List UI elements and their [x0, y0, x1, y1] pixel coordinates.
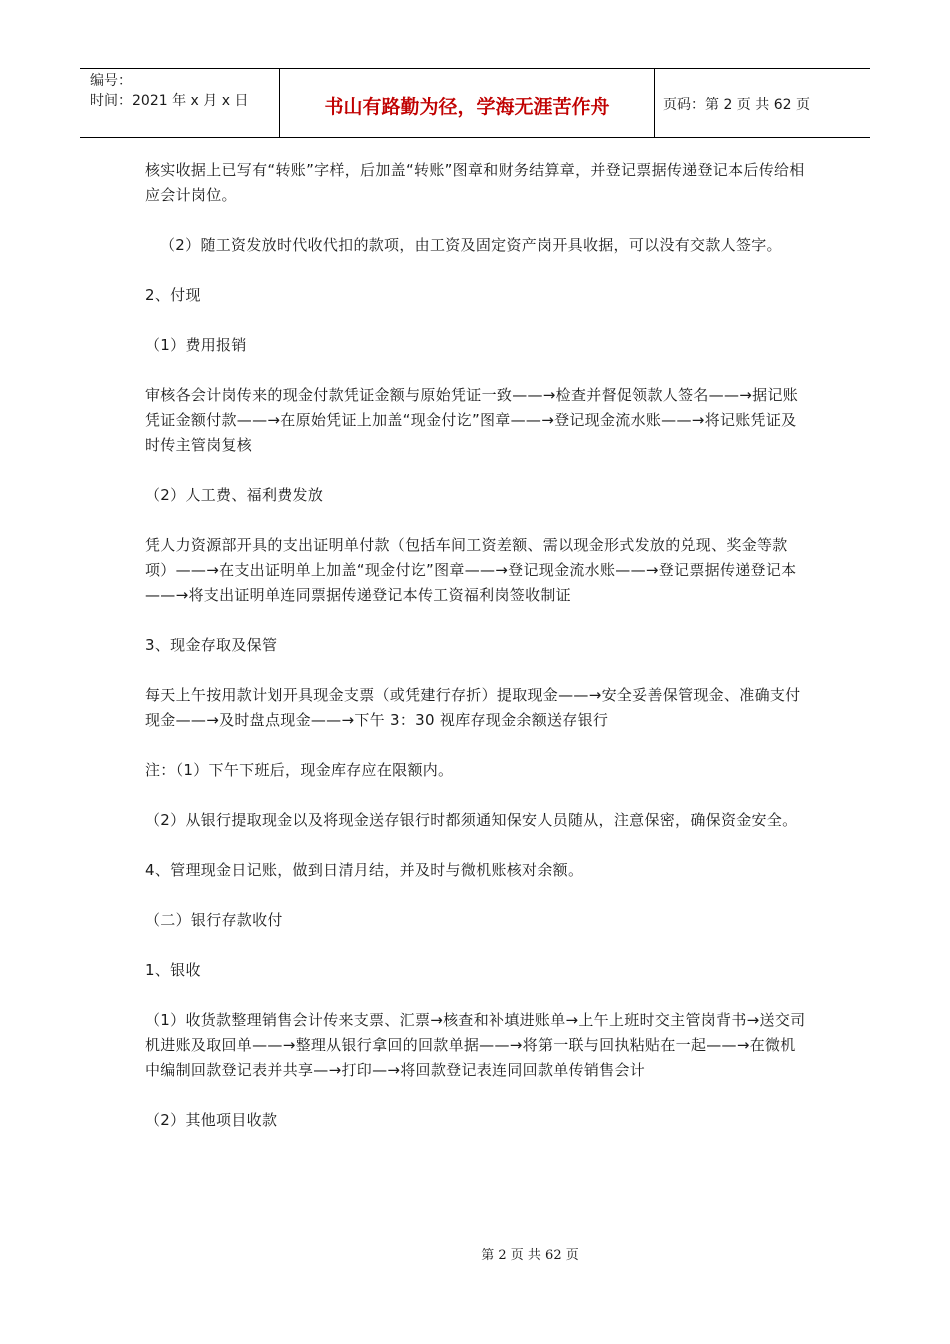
- section-heading: 1、银收: [145, 961, 201, 979]
- paragraph: （2）随工资发放时代收代扣的款项，由工资及固定资产岗开具收据，可以没有交款人签字。: [160, 236, 782, 254]
- subsection-heading: （2）人工费、福利费发放: [145, 486, 324, 504]
- paragraph: 审核各会计岗传来的现金付款凭证金额与原始凭证一致——→检查并督促领款人签名——→据记账凭证金额付款——→在原始凭证上加盖“现金付讫”图章——→登记现金流水账——→将记账凭证及时传主管岗复核: [145, 386, 799, 454]
- page-footer: 第 2 页 共 62 页: [481, 1248, 579, 1263]
- document-body: [145, 158, 810, 1158]
- header-meta: [80, 69, 280, 137]
- subsection-heading: （1）费用报销: [145, 336, 247, 354]
- paragraph: 凭人力资源部开具的支出证明单付款（包括车间工资差额、需以现金形式发放的兑现、奖金等款项）——→在支出证明单上加盖“现金付讫”图章——→登记现金流水账——→登记票据传递登记本——→将支出证明单连同票据传递登记本传工资福利岗签收制证: [145, 536, 797, 604]
- subsection-heading: （2）其他项目收款: [145, 1111, 278, 1129]
- header-motto: 书山有路勤为径，学海无涯苦作舟: [280, 69, 655, 137]
- section-heading: 4、管理现金日记账，做到日清月结，并及时与微机账核对余额。: [145, 861, 584, 879]
- paragraph: 核实收据上已写有“转账”字样，后加盖“转账”图章和财务结算章，并登记票据传递登记本后传给相应会计岗位。: [145, 161, 805, 204]
- section-heading: 3、现金存取及保管: [145, 636, 278, 654]
- section-heading: （二）银行存款收付: [145, 911, 283, 929]
- section-heading: 2、付现: [145, 286, 201, 304]
- paragraph: （2）从银行提取现金以及将现金送存银行时都须通知保安人员随从，注意保密，确保资金安全。: [145, 811, 798, 829]
- header-page-info: 页码：第 2 页 共 62 页: [663, 97, 810, 113]
- document-time-label: 时间：2021 年 x 月 x 日: [90, 93, 249, 109]
- paragraph: （1）收货款整理销售会计传来支票、汇票→核查和补填进账单→上午上班时交主管岗背书→送交司机进账及取回单——→整理从银行拿回的回款单据——→将第一联与回执粘贴在一起——→在微机中编制回款登记表并共享—→打印—→将回款登记表连同回款单传销售会计: [145, 1011, 806, 1079]
- document-number-label: 编号：: [90, 73, 132, 89]
- paragraph: 每天上午按用款计划开具现金支票（或凭建行存折）提取现金——→安全妥善保管现金、准确支付现金——→及时盘点现金——→下午 3：30 视库存现金余额送存银行: [145, 686, 801, 729]
- document-header: [80, 68, 870, 138]
- note: 注：（1）下午下班后，现金库存应在限额内。: [145, 761, 454, 779]
